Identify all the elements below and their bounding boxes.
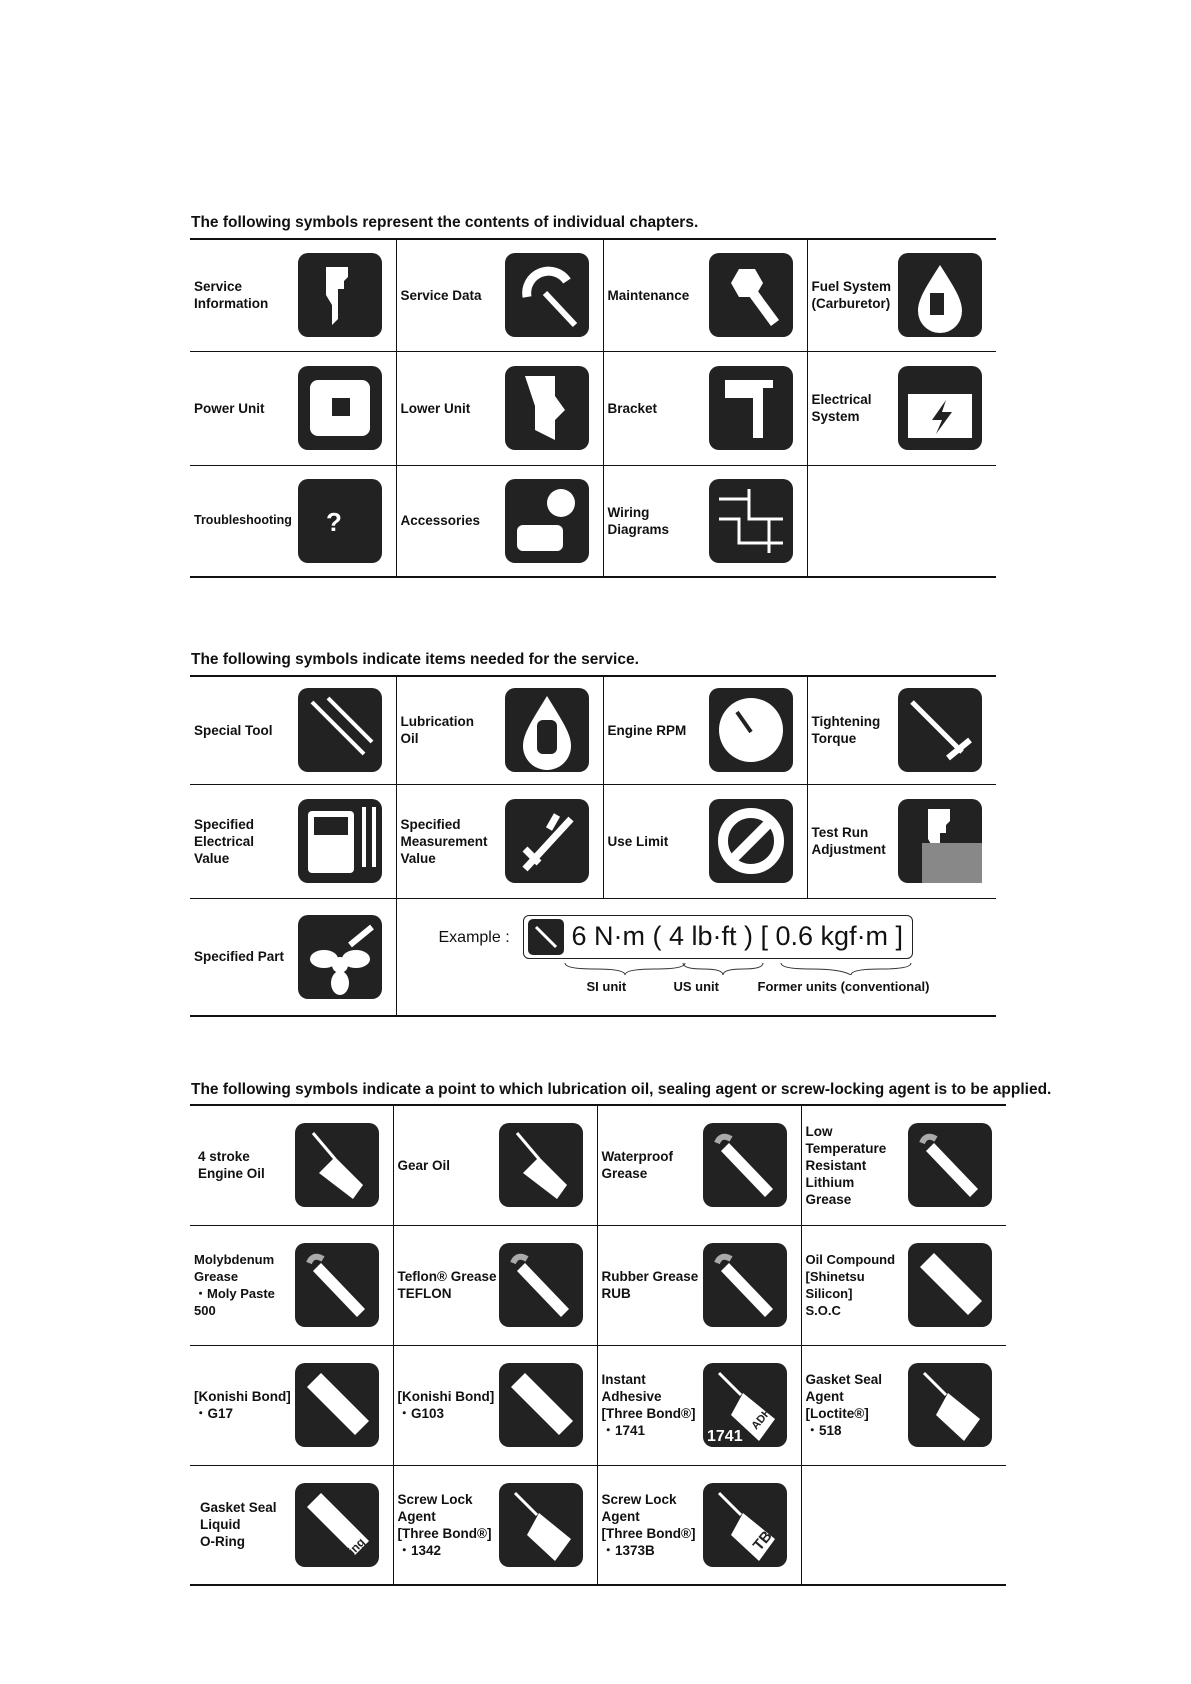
label-molybdenum-grease: Molybdenum Grease ・Moly Paste 500 bbox=[194, 1252, 275, 1318]
test-run-icon bbox=[898, 799, 982, 883]
label-lubrication-oil: Lubrication Oil bbox=[400, 714, 474, 747]
moly-grease-gun-icon bbox=[295, 1243, 379, 1327]
label-wiring-diagrams: Wiring Diagrams bbox=[607, 504, 670, 537]
torque-wrench-icon bbox=[528, 919, 564, 955]
label-lithium-grease: Low Temperature Resistant Lithium Grease bbox=[805, 1123, 887, 1207]
lithium-grease-gun-icon bbox=[908, 1123, 992, 1207]
accessories-icon bbox=[505, 479, 589, 563]
label-power-unit: Power Unit bbox=[194, 400, 265, 416]
screw-lock-tb-icon bbox=[703, 1483, 787, 1567]
multimeter-icon bbox=[298, 799, 382, 883]
label-gear-oil: Gear Oil bbox=[397, 1157, 451, 1173]
lower-unit-icon bbox=[505, 366, 589, 450]
section3-heading: The following symbols indicate a point to which lubrication oil, sealing agent or screw-locking agent is to be applied. bbox=[191, 1081, 1052, 1098]
label-screw-lock-1373b: Screw Lock Agent [Three Bond®] ・1373B bbox=[601, 1491, 696, 1558]
label-konishi-g17: [Konishi Bond] ・G17 bbox=[194, 1389, 291, 1421]
chapter-symbols-table bbox=[190, 238, 996, 578]
label-bracket: Bracket bbox=[607, 400, 658, 416]
bond-tube-g103-icon bbox=[499, 1363, 583, 1447]
label-special-tool: Special Tool bbox=[194, 722, 273, 738]
label-specified-electrical-value: Specified Electrical Value bbox=[194, 816, 255, 866]
label-instant-adhesive: Instant Adhesive [Three Bond®] ・1741 bbox=[601, 1372, 696, 1438]
label-electrical-system: Electrical System bbox=[811, 392, 872, 424]
label-lower-unit: Lower Unit bbox=[400, 400, 471, 416]
lubrication-symbols-table bbox=[190, 1104, 1006, 1586]
label-waterproof-grease: Waterproof Grease bbox=[601, 1149, 673, 1182]
former-units-label: Former units (conventional) bbox=[757, 978, 930, 994]
label-teflon-grease: Teflon® Grease TEFLON bbox=[397, 1269, 497, 1301]
label-4-stroke-oil: 4 stroke Engine Oil bbox=[198, 1149, 265, 1182]
example-value-box bbox=[523, 915, 913, 959]
bracket-icon bbox=[709, 366, 793, 450]
oring-tube-icon bbox=[295, 1483, 379, 1567]
svg-text:TB: TB bbox=[749, 1527, 776, 1554]
label-maintenance: Maintenance bbox=[607, 287, 690, 303]
gear-oil-can-icon bbox=[499, 1123, 583, 1207]
example-value: 6 N·m ( 4 lb·ft ) [ 0.6 kgf·m ] bbox=[571, 921, 904, 951]
label-specified-part: Specified Part bbox=[194, 949, 285, 964]
section2-heading: The following symbols indicate items needed for the service. bbox=[191, 651, 639, 668]
section1-heading: The following symbols represent the contents of individual chapters. bbox=[191, 214, 699, 231]
caliper-icon bbox=[505, 799, 589, 883]
label-gasket-seal-liquid: Gasket Seal Liquid O-Ring bbox=[200, 1500, 277, 1550]
torque-wrench-icon bbox=[898, 688, 982, 772]
label-accessories: Accessories bbox=[400, 513, 481, 529]
rubber-grease-gun-icon bbox=[703, 1243, 787, 1327]
screw-lock-bottle-icon bbox=[499, 1483, 583, 1567]
label-service-data: Service Data bbox=[400, 287, 482, 303]
label-test-run-adjustment: Test Run Adjustment bbox=[811, 825, 886, 857]
wrench-icon bbox=[709, 253, 793, 337]
circuit-icon bbox=[709, 479, 793, 563]
label-service-information: Service Information bbox=[194, 279, 269, 312]
label-rubber-grease: Rubber Grease RUB bbox=[601, 1269, 699, 1301]
adhesive-bottle-icon bbox=[703, 1363, 787, 1447]
label-konishi-g103: [Konishi Bond] ・G103 bbox=[397, 1389, 495, 1421]
propeller-icon bbox=[298, 915, 382, 999]
prohibition-icon bbox=[709, 799, 793, 883]
battery-icon bbox=[898, 366, 982, 450]
special-tool-icon bbox=[298, 688, 382, 772]
si-unit-label: SI unit bbox=[586, 978, 627, 994]
oil-can-icon bbox=[295, 1123, 379, 1207]
label-oil-compound: Oil Compound [Shinetsu Silicon] S.O.C bbox=[805, 1252, 896, 1318]
teflon-grease-gun-icon bbox=[499, 1243, 583, 1327]
question-icon bbox=[298, 479, 382, 563]
us-unit-label: US unit bbox=[673, 978, 719, 994]
svg-text:ing: ing bbox=[344, 1534, 368, 1558]
grease-gun-icon bbox=[703, 1123, 787, 1207]
label-tightening-torque: Tightening Torque bbox=[811, 714, 881, 747]
example-label: Example : bbox=[438, 928, 510, 946]
micrometer-icon bbox=[505, 253, 589, 337]
torque-example bbox=[397, 899, 997, 1015]
service-items-table bbox=[190, 675, 996, 1017]
compound-tube-icon bbox=[908, 1243, 992, 1327]
fuel-pump-icon bbox=[898, 253, 982, 337]
power-unit-icon bbox=[298, 366, 382, 450]
oil-drop-icon bbox=[505, 688, 589, 772]
tachometer-icon bbox=[709, 688, 793, 772]
label-gasket-seal-agent: Gasket Seal Agent [Loctite®] ・518 bbox=[805, 1372, 883, 1438]
svg-text:1741: 1741 bbox=[706, 1428, 743, 1445]
label-engine-rpm: Engine RPM bbox=[607, 722, 687, 738]
label-screw-lock-1342: Screw Lock Agent [Three Bond®] ・1342 bbox=[397, 1491, 492, 1558]
unit-braces bbox=[563, 961, 923, 975]
gasket-bottle-icon bbox=[908, 1363, 992, 1447]
label-fuel-system: Fuel System (Carburetor) bbox=[811, 279, 892, 312]
outboard-motor-icon bbox=[298, 253, 382, 337]
label-specified-measurement-value: Specified Measurement Value bbox=[400, 816, 488, 866]
bond-tube-icon bbox=[295, 1363, 379, 1447]
label-use-limit: Use Limit bbox=[607, 833, 669, 849]
svg-text:?: ? bbox=[325, 506, 342, 537]
svg-text:ADH: ADH bbox=[748, 1406, 774, 1433]
label-troubleshooting: Troubleshooting bbox=[194, 513, 292, 528]
